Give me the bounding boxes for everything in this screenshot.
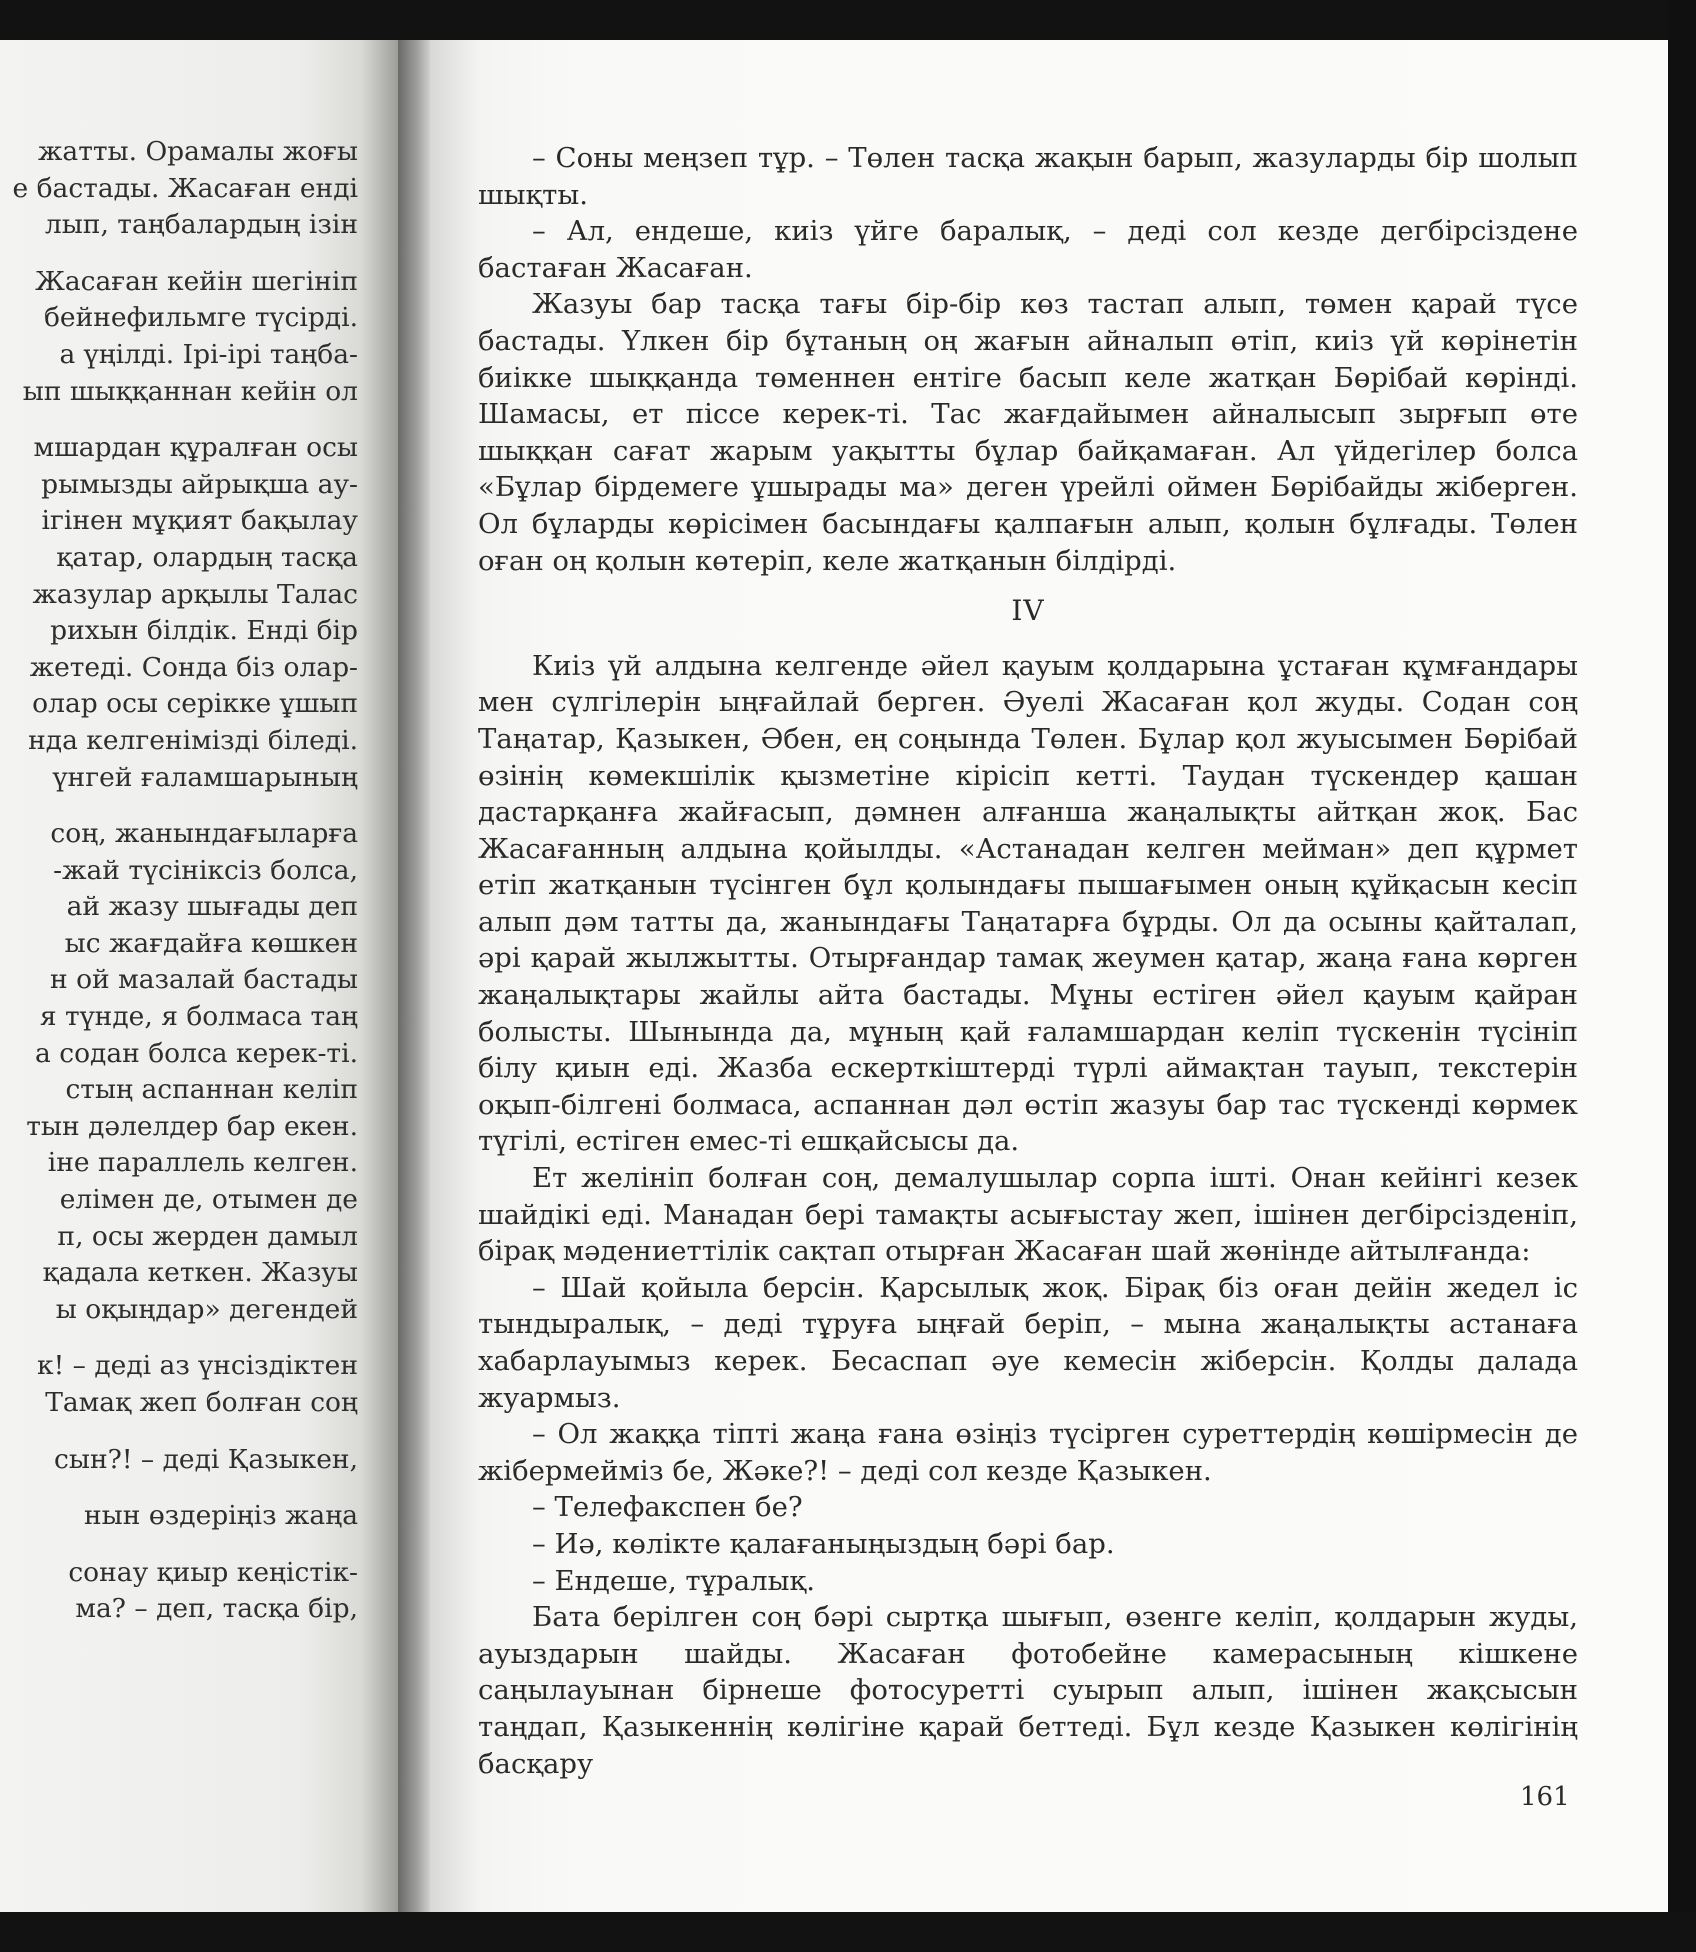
paragraph: – Иә, көлікте қалағаныңыздың бәрі бар. (532, 1527, 1115, 1560)
text-line: мшардан құралған осы (33, 432, 358, 464)
text-line: ы оқыңдар» дегендей (55, 1293, 358, 1325)
text-line: бейнефильмге түсірді. (43, 302, 358, 334)
right-page (430, 40, 1668, 1912)
text-line: ып шыққаннан кейін ол (22, 375, 358, 407)
text-line: қатар, олардың тасқа (56, 541, 358, 573)
text-line: нда келгенімізді біледі. (28, 724, 358, 756)
left-page-text (0, 134, 358, 1628)
right-page-text (478, 140, 1578, 1782)
line-gap (0, 410, 358, 430)
scan-border-right (1668, 0, 1696, 1952)
paragraph: – Шай қойыла берсін. Қарсылық жоқ. Бірақ біз оған дейін жедел іс тындыралық, – деді тұруға ыңғай беріп, – мына жаңалықты астанаға хабарлауымыз керек. Бесаспап әуе кемесін жіберсін. Қолды далада жуармыз. (478, 1271, 1578, 1414)
left-page (0, 40, 430, 1912)
text-line: н ой мазалай бастады (50, 964, 358, 996)
paragraph: – Ал, ендеше, киіз үйге баралық, – деді сол кезде дегбірсіздене бастаған Жасаған. (478, 215, 1578, 284)
text-line: рихын білдік. Енді бір (50, 615, 358, 647)
paragraph: – Ол жаққа тіпті жаңа ғана өзіңіз түсірген суреттердің көшірмесін де жібермейміз бе, Жәке?! – деді сол кезде Қазыкен. (478, 1418, 1578, 1487)
text-line: Жасаған кейін шегініп (35, 265, 358, 297)
scan-border-bottom (0, 1912, 1696, 1952)
paragraph: – Ендеше, тұралық. (532, 1564, 815, 1597)
text-line: тын дәлелдер бар екен. (26, 1110, 358, 1142)
line-gap (0, 1535, 358, 1555)
text-line: лып, таңбалардың ізін (44, 209, 358, 241)
text-line: а содан болса керек-ті. (35, 1037, 358, 1069)
text-line: соң, жанындағыларға (50, 818, 358, 850)
text-line: жатты. Орамалы жоғы (38, 136, 358, 167)
text-line: а үңілді. Ірі-ірі таңба- (59, 338, 358, 370)
line-gap (0, 1478, 358, 1498)
text-line: рымызды айрықша ау- (41, 468, 358, 500)
text-line: Тамақ жеп болған соң (45, 1387, 358, 1418)
text-line: -жай түсініксіз болса, (53, 854, 358, 886)
paragraph: Ет желініп болған соң, демалушылар сорпа ішті. Онан кейінгі кезек шайдікі еді. Манадан бері тамақты асығыстау жеп, ішінен дегбірсізденіп, бірақ мәдениеттілік сақтап отырған Жасаған шай жөнінде айтылғанда: (478, 1162, 1578, 1268)
page-number: 161 (1520, 1782, 1570, 1812)
text-line: жетеді. Сонда біз олар- (29, 651, 358, 683)
paragraph: – Соны меңзеп тұр. – Төлен тасқа жақын барып, жазуларды бір шолып шықты. (478, 142, 1578, 211)
text-line: нын өздеріңіз жаңа (84, 1500, 358, 1532)
text-line: олар осы серікке ұшып (32, 688, 358, 720)
text-line: ай жазу шығады деп (66, 891, 358, 923)
paragraph: – Телефакспен бе? (532, 1491, 803, 1524)
paragraph: Киіз үй алдына келгенде әйел қауым қолдарына ұстаған құмғандары мен сүлгілерін ыңғайлай берген. Әуелі Жасаған қол жуды. Содан соң Таңатар, Қазыкен, Әбен, ең соңында Төлен. Бұлар қол жуысымен Бөрібай өзінің көмекшілік қызметіне кірісіп кетті. Таудан түскендер қашан дастарқанға жайғасып, дәмнен алғанша жаңалықты айтқан жоқ. Бас Жасағанның алдына қойылды. «Астанадан келген мейман» деп құрмет етіп жатқанын түсінген бұл қолындағы пышағымен оның құйқасын кесіп алып дәм татты да, жанындағы Таңатарға бұрды. Ол да осыны қайталап, әрі қарай жылжытты. Отырғандар тамақ жеумен қатар, жаңа ғана көрген жаңалықтары жайлы айта бастады. Мұны естіген әйел қауым қайран болысты. Шынында да, мұның қай ғаламшардан келіп түскенін түсініп білу қиын еді. Жазба ескерткіштерді түрлі аймақтан тауып, текстерін оқып-білгені болмаса, аспаннан дәл өстіп жазуы бар тас түскенді көрмек түгілі, естіген емес-ті ешқайсысы да. (478, 649, 1578, 1158)
text-line: к! – деді аз үнсіздіктен (37, 1350, 358, 1382)
line-gap (0, 1328, 358, 1348)
text-line: п, осы жерден дамыл (57, 1220, 358, 1252)
text-line: ма? – деп, тасқа бір, (75, 1593, 358, 1625)
line-gap (0, 244, 358, 264)
text-line: я түнде, я болмаса таң (39, 1001, 358, 1033)
text-line: үнгей ғаламшарының (52, 761, 358, 793)
text-line: қадала кеткен. Жазуы (42, 1257, 358, 1289)
text-line: елімен де, отымен де (59, 1184, 358, 1216)
text-line: жазулар арқылы Талас (32, 578, 358, 610)
text-line: іне параллель келген. (47, 1147, 358, 1179)
text-line: стың аспаннан келіп (65, 1074, 358, 1106)
chapter-heading: IV (1011, 594, 1045, 628)
text-line: ігінен мұқият бақылау (41, 505, 358, 537)
text-line: сын?! – деді Қазыкен, (54, 1443, 358, 1475)
line-gap (0, 796, 358, 816)
text-line: ыс жағдайға көшкен (64, 927, 358, 959)
line-gap (0, 1422, 358, 1442)
text-line: сонау қиыр кеңістік- (68, 1556, 358, 1588)
paragraph: Жазуы бар тасқа тағы бір-бір көз тастап алып, төмен қарай түсе бастады. Үлкен бір бұтаның оң жағын айналып өтіп, киіз үй көрінетін биікке шыққанда төменнен ентіге басып келе жатқан Бөрібай көрінді. Шамасы, ет піссе керек-ті. Тас жағдайымен айналысып зырғып өте шыққан сағат жарым уақытты бұлар байқамаған. Ал үйдегілер болса «Бұлар бірдемеге ұшырады ма» деген үрейлі оймен Бөрібайды жіберген. Ол бұларды көрісімен басындағы қалпағын алып, қолын бұлғады. Төлен оған оң қолын көтеріп, келе жатқанын білдірді. (478, 288, 1578, 577)
scan-border-top (0, 0, 1696, 40)
paragraph: Бата берілген соң бәрі сыртқа шығып, өзенге келіп, қолдарын жуды, ауыздарын шайды. Жасаған фотобейне камерасының кішкене саңылауынан бірнеше фотосуретті суырып алып, ішінен жақсысын таңдап, Қазыкеннің көлігіне қарай беттеді. Бұл кезде Қазыкен көлігінің басқару (478, 1601, 1578, 1780)
text-line: е бастады. Жасаған енді (12, 172, 358, 204)
